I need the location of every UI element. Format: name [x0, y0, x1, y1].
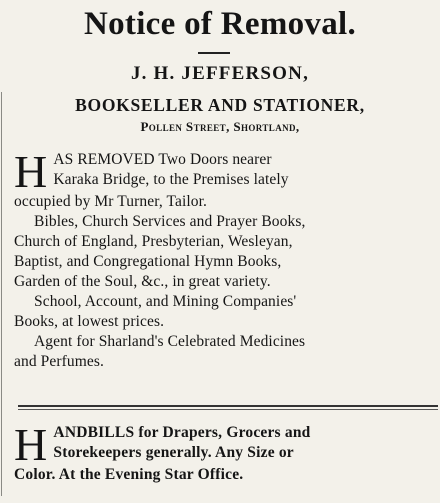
- notice-line: occupied by Mr Turner, Tailor.: [14, 193, 208, 210]
- notice-line: Garden of the Soul, &c., in great variety.: [14, 273, 271, 290]
- handbills-dropcap: H: [14, 419, 48, 470]
- handbills-line: Color. At the Evening Star Office.: [14, 466, 244, 483]
- notice-line: Agent for Sharland's Celebrated Medicines: [34, 333, 306, 350]
- proprietor-address: Pollen Street, Shortland,: [140, 119, 300, 134]
- title-rule: [198, 52, 230, 54]
- notice-title: Notice of Removal.: [83, 6, 357, 42]
- handbills-line: Storekeepers generally. Any Size or: [53, 444, 294, 461]
- notice-line: Baptist, and Congregational Hymn Books,: [14, 253, 282, 270]
- column-rule: [1, 92, 2, 496]
- notice-line: Church of England, Presbyterian, Wesleyan,: [14, 233, 293, 250]
- notice-body: [14, 146, 438, 372]
- notice-line: and Perfumes.: [14, 353, 104, 370]
- proprietor-trade: BOOKSELLER AND STATIONER,: [75, 95, 365, 115]
- handbills-ad: [14, 419, 438, 485]
- handbills-line: ANDBILLS for Drapers, Grocers and: [53, 424, 311, 441]
- notice-line: AS REMOVED Two Doors nearer: [53, 151, 272, 168]
- notice-line: Bibles, Church Services and Prayer Books,: [34, 213, 306, 230]
- proprietor-name: J. H. JEFFERSON,: [130, 63, 310, 84]
- notice-line: Karaka Bridge, to the Premises lately: [53, 171, 289, 188]
- notice-line: Books, at lowest prices.: [14, 313, 165, 330]
- notice-dropcap: H: [14, 146, 48, 197]
- notice-line: School, Account, and Mining Companies': [34, 293, 297, 310]
- section-divider-thin: [18, 409, 438, 410]
- section-divider: [18, 405, 438, 407]
